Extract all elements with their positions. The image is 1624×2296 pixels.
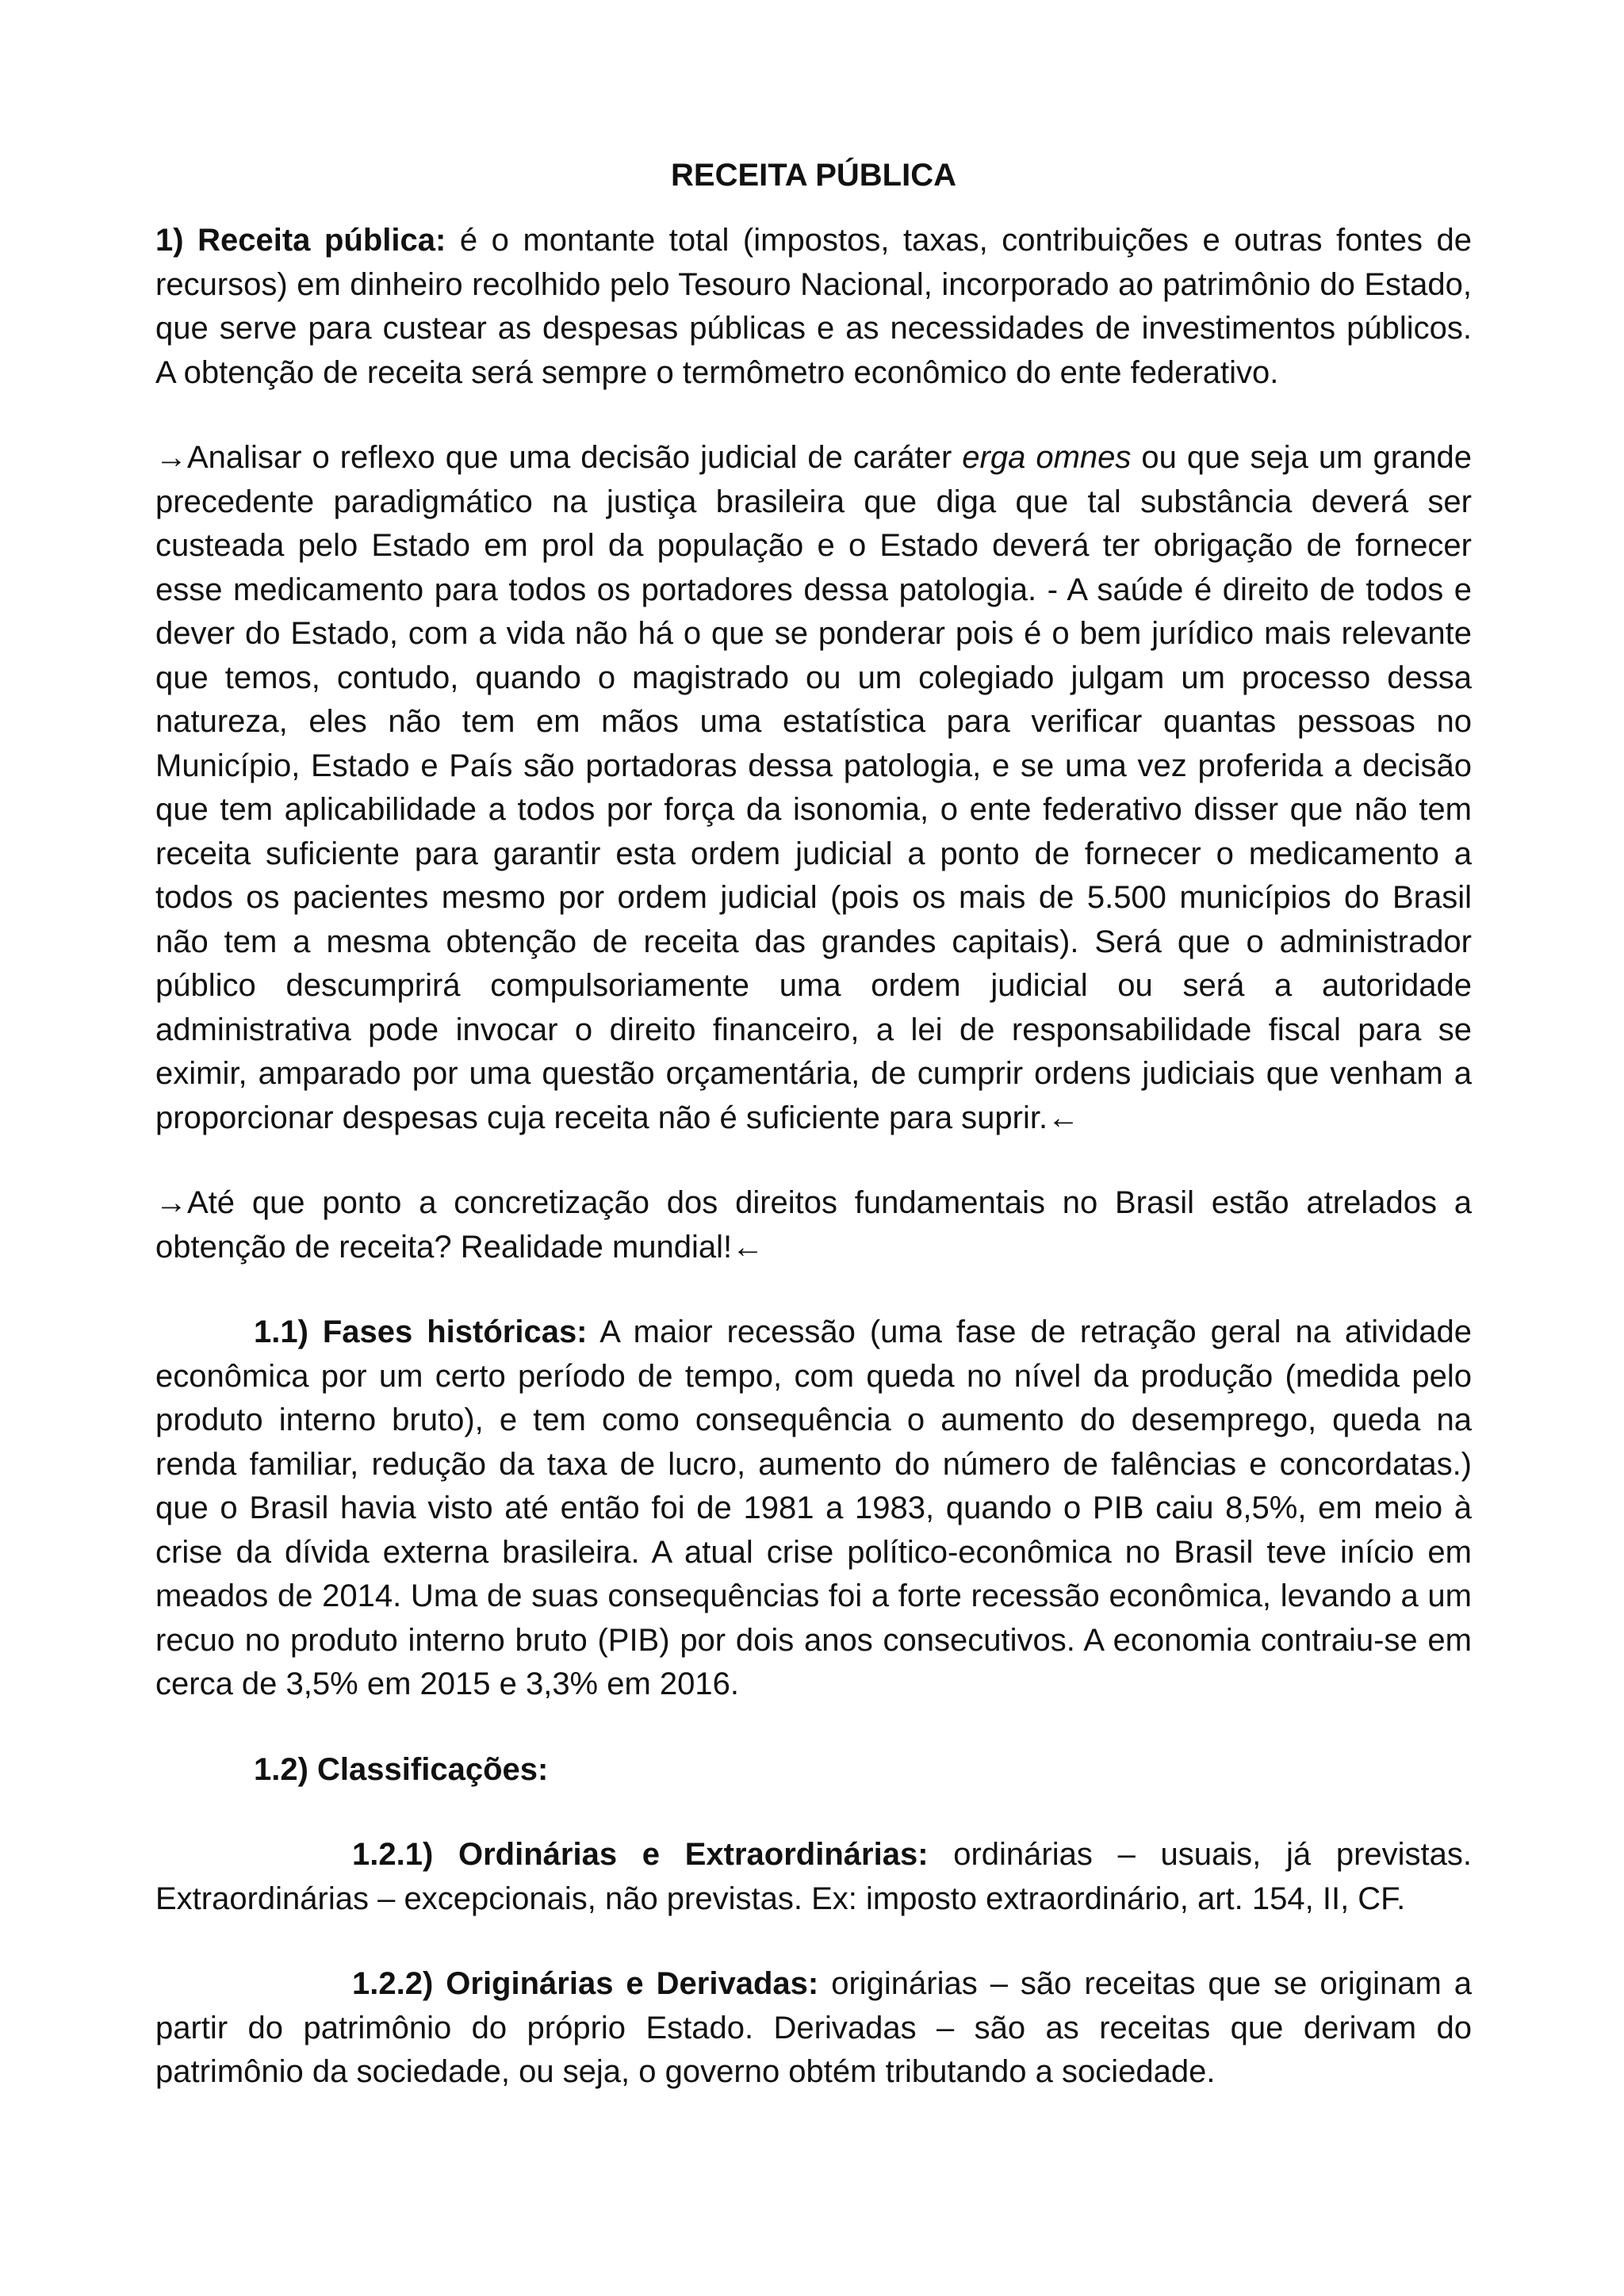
document-body — [155, 147, 1472, 2136]
paragraph-originarias-derivadas — [155, 1962, 1472, 2095]
text-fases-historicas: A maior recessão (uma fase de retração geral na atividade econômica por um certo período de tempo, com queda no nível da produção (medida pelo produto interno bruto), e tem como consequência o aumento do desemprego, queda na renda familiar, redução da taxa de lucro, aumento do número de falências e concordatas.) que o Brasil havia visto até então foi de 1981 a 1983, quando o PIB caiu 8,5%, em meio à crise da dívida externa brasileira. A atual crise político-econômica no Brasil teve início em meados de 2014. Uma de suas consequências foi a forte recessão econômica, levando a um recuo no produto interno bruto (PIB) por dois anos consecutivos. A economia contraiu-se em cerca de 3,5% em 2015 e 3,3% em 2016. — [155, 1314, 1473, 1701]
paragraph-note-direitos-fundamentais — [155, 1181, 1472, 1269]
note1-text-before: →Analisar o reflexo que uma decisão judicial de caráter — [155, 440, 963, 475]
paragraph-classificacoes — [155, 1748, 1472, 1793]
note1-italic-term: erga omnes — [962, 440, 1132, 475]
heading-classificacoes: 1.2) Classificações: — [254, 1751, 549, 1787]
paragraph-note-decisao-judicial — [155, 436, 1472, 1140]
document-title: RECEITA PÚBLICA — [671, 158, 956, 193]
paragraph-fases-historicas — [155, 1311, 1472, 1707]
text-receita-publica: é o montante total (impostos, taxas, contribuições e outras fontes de recursos) em dinheiro recolhido pelo Tesouro Nacional, incorporado ao patrimônio do Estado, que serve para custear as despesas públicas e as necessidades de investimentos públicos. A obtenção de receita será sempre o termômetro econômico do ente federativo. — [155, 223, 1473, 390]
heading-originarias-derivadas: 1.2.2) Originárias e Derivadas: — [352, 1966, 819, 2001]
text-ordinarias-extraordinarias: ordinárias – usuais, já previstas. Extraordinárias – excepcionais, não previstas. Ex: imposto extraordinário, art. 154, II, CF. — [155, 1837, 1472, 1916]
note1-text-after: ou que seja um grande precedente paradigmático na justiça brasileira que diga que tal substância deverá ser custeada pelo Estado em prol da população e o Estado deverá ter obrigação de fornecer esse medicamento para todos os portadores dessa patologia. - A saúde é direito de todos e dever do Estado, com a vida não há o que se ponderar pois é o bem jurídico mais relevante que temos, contudo, quando o magistrado ou um colegiado julgam um processo dessa natureza, eles não tem em mãos uma estatística para verificar quantas pessoas no Município, Estado e País são portadoras dessa patologia, e se uma vez proferida a decisão que tem aplicabilidade a todos por força da isonomia, o ente federativo disser que não tem receita suficiente para garantir esta ordem judicial a ponto de fornecer o medicamento a todos os pacientes mesmo por ordem judicial (pois os mais de 5.500 municípios do Brasil não tem a mesma obtenção de receita das grandes capitais). Será que o administrador público descumprirá compulsoriamente uma ordem judicial ou será a autoridade administrativa pode invocar o direito financeiro, a lei de responsabilidade fiscal para se eximir, amparado por uma questão orçamentária, de cumprir ordens judiciais que venham a proporcionar despesas cuja receita não é suficiente para suprir.← — [155, 440, 1472, 1135]
text-originarias-derivadas: originárias – são receitas que se originam a partir do patrimônio do próprio Estado. Derivadas – são as receitas que derivam do patrimônio da sociedade, ou seja, o governo obtém tributando a sociedade. — [155, 1966, 1472, 2089]
heading-fases-historicas: 1.1) Fases históricas: — [254, 1314, 588, 1349]
heading-receita-publica: 1) Receita pública: — [155, 223, 446, 258]
paragraph-ordinarias-extraordinarias — [155, 1833, 1472, 1921]
paragraph-receita-publica — [155, 219, 1472, 395]
note2-text: →Até que ponto a concretização dos direitos fundamentais no Brasil estão atrelados a obtenção de receita? Realidade mundial!← — [155, 1185, 1472, 1265]
heading-ordinarias-extraordinarias: 1.2.1) Ordinárias e Extraordinárias: — [352, 1837, 929, 1872]
